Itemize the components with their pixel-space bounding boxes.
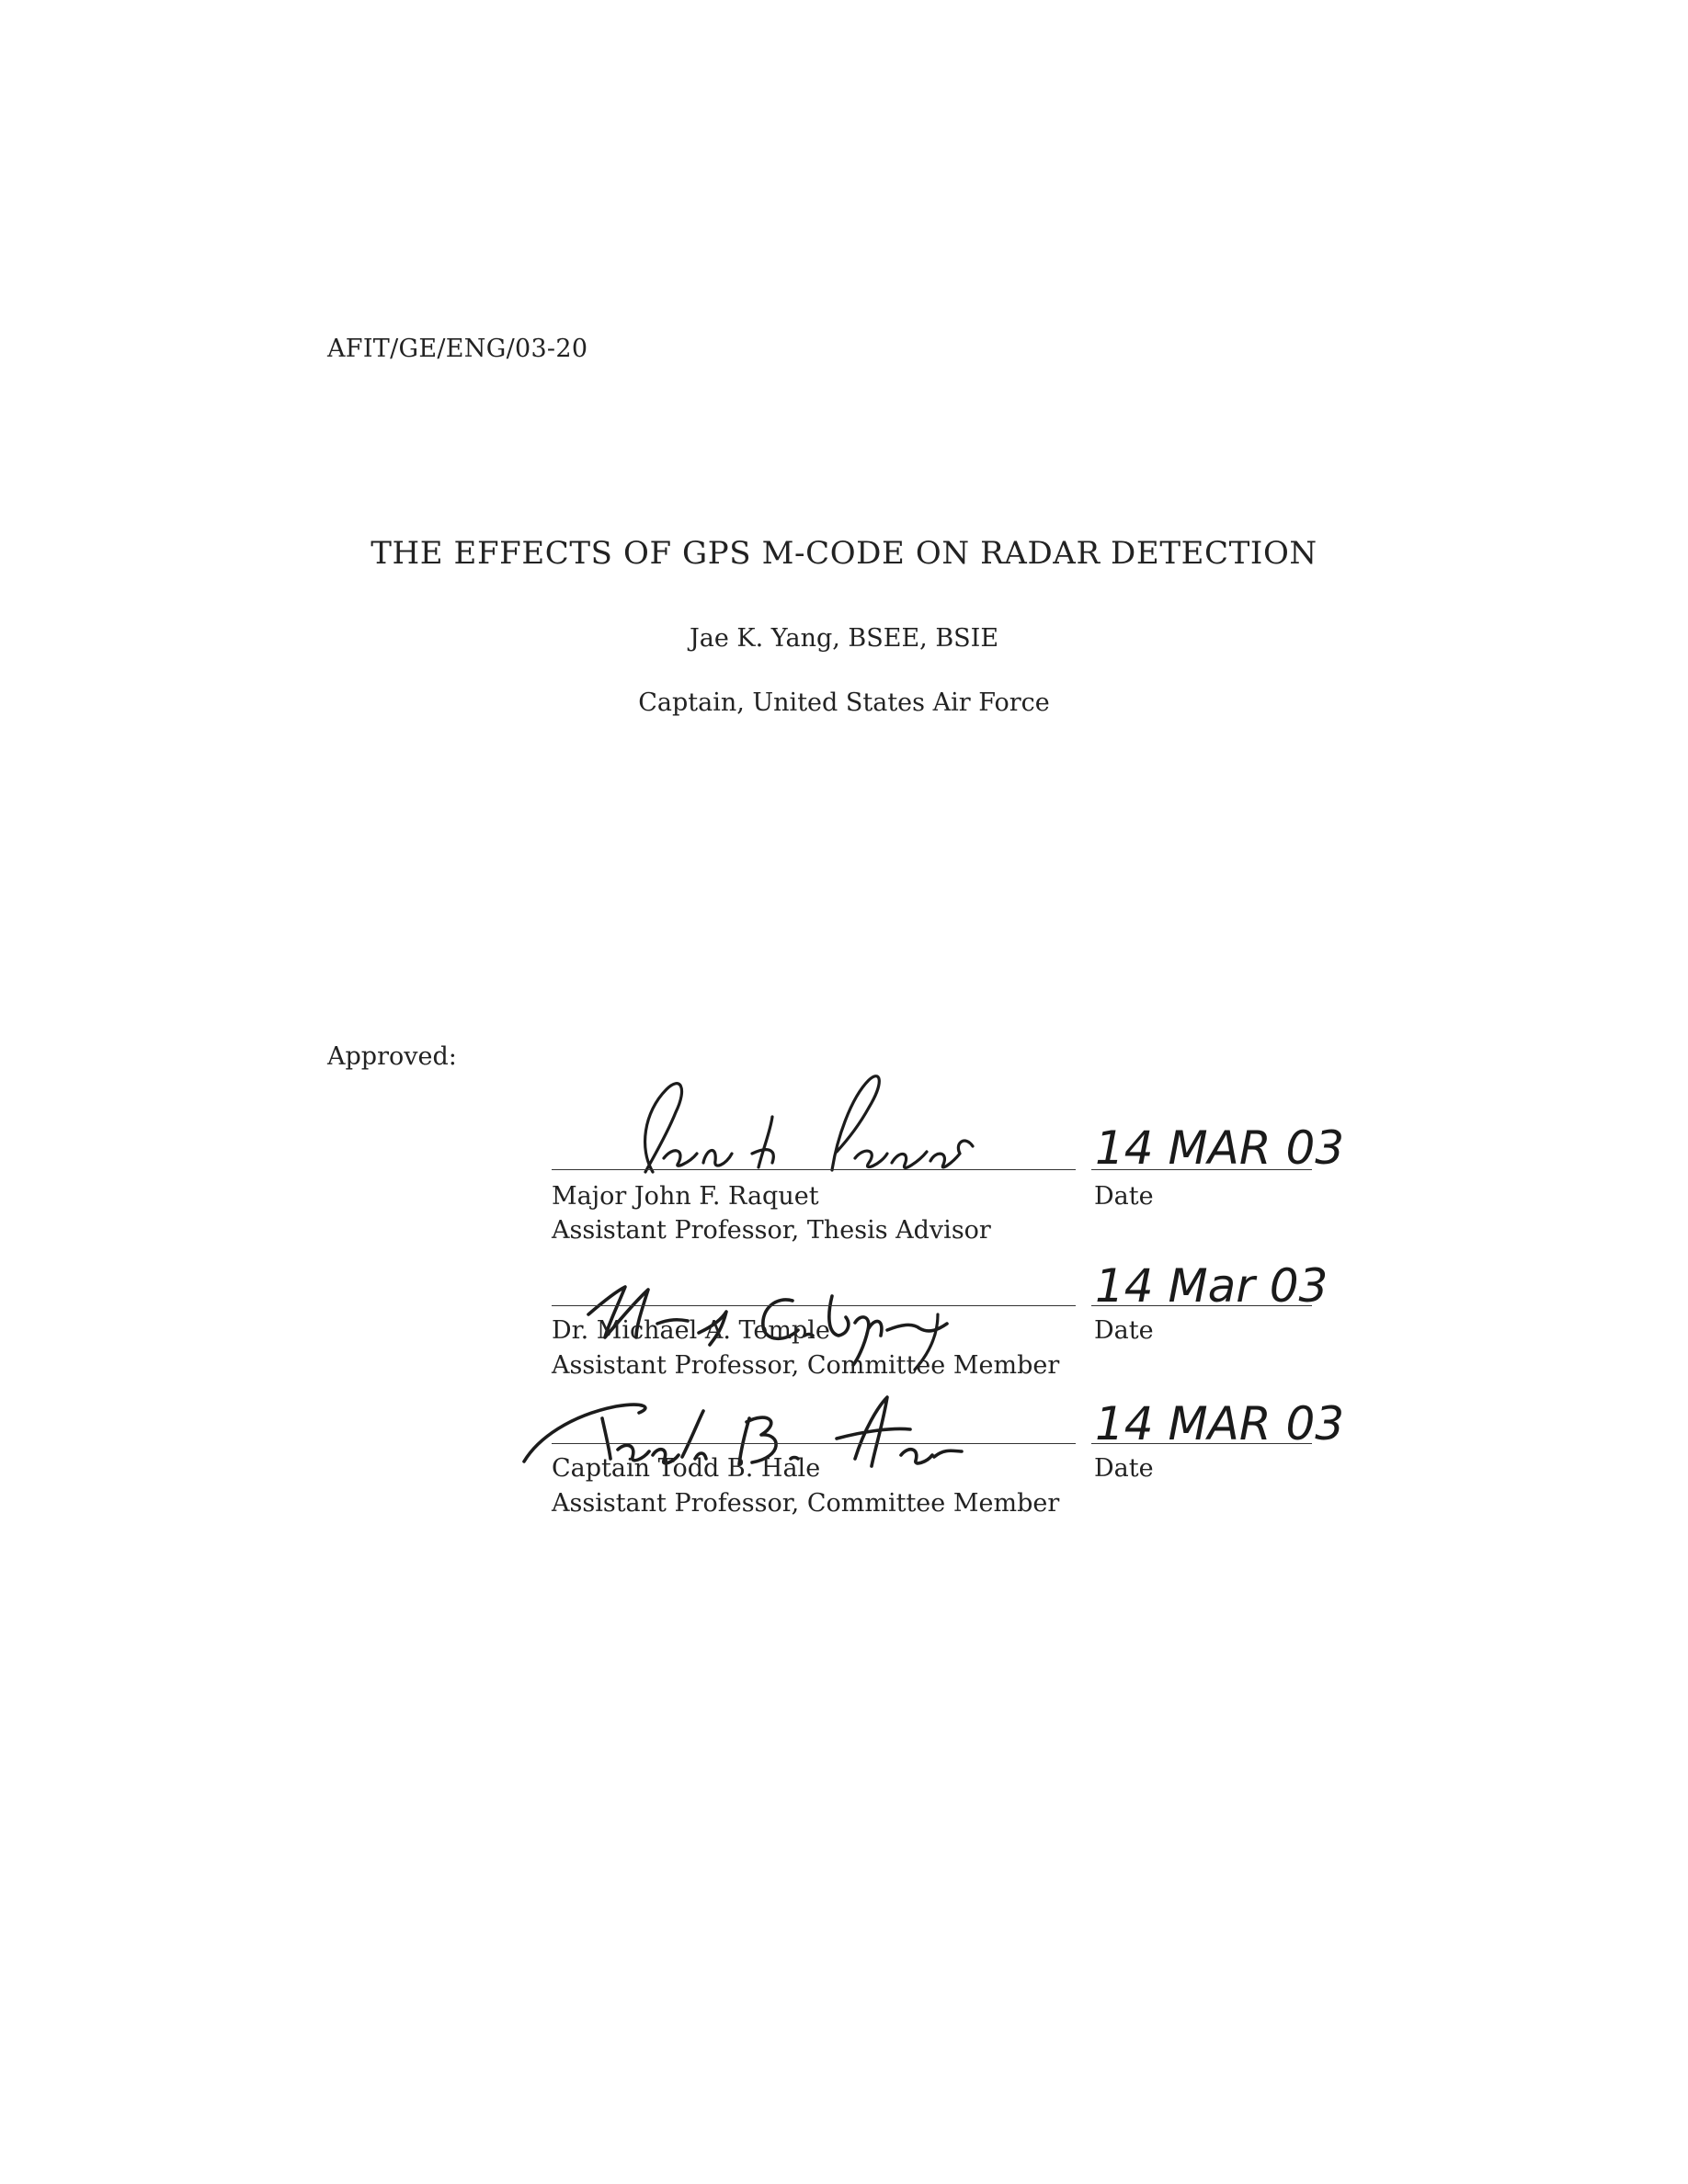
svg-text:14 MAR 03: 14 MAR 03	[1095, 1397, 1345, 1450]
signature-line-1	[552, 1169, 1076, 1170]
date-line-2	[1091, 1305, 1312, 1306]
date-line-3	[1091, 1443, 1312, 1444]
approved-label: Approved:	[327, 1042, 457, 1071]
signer-role-hale: Assistant Professor, Committee Member	[552, 1489, 1060, 1518]
author-rank: Captain, United States Air Force	[638, 688, 1050, 717]
author-name: Jae K. Yang, BSEE, BSIE	[689, 624, 999, 653]
handwritten-date-1	[1091, 1112, 1345, 1177]
signature-line-3	[552, 1443, 1076, 1444]
signer-name-raquet: Major John F. Raquet	[552, 1182, 819, 1211]
svg-text:14 Mar 03: 14 Mar 03	[1095, 1259, 1329, 1313]
signature-raquet	[588, 1062, 993, 1186]
date-label-1: Date	[1094, 1182, 1154, 1211]
signature-line-2	[552, 1305, 1076, 1306]
signer-role-temple: Assistant Professor, Committee Member	[552, 1351, 1060, 1380]
signer-role-raquet: Assistant Professor, Thesis Advisor	[552, 1216, 991, 1245]
svg-text:14 MAR 03: 14 MAR 03	[1095, 1121, 1345, 1175]
signer-name-temple: Dr. Michael A. Temple	[552, 1316, 830, 1345]
date-label-3: Date	[1094, 1454, 1154, 1483]
thesis-title: THE EFFECTS OF GPS M-CODE ON RADAR DETECTION	[371, 535, 1317, 572]
date-label-2: Date	[1094, 1316, 1154, 1345]
signer-name-hale: Captain Todd B. Hale	[552, 1454, 821, 1483]
date-line-1	[1091, 1169, 1312, 1170]
document-number: AFIT/GE/ENG/03-20	[327, 335, 588, 363]
